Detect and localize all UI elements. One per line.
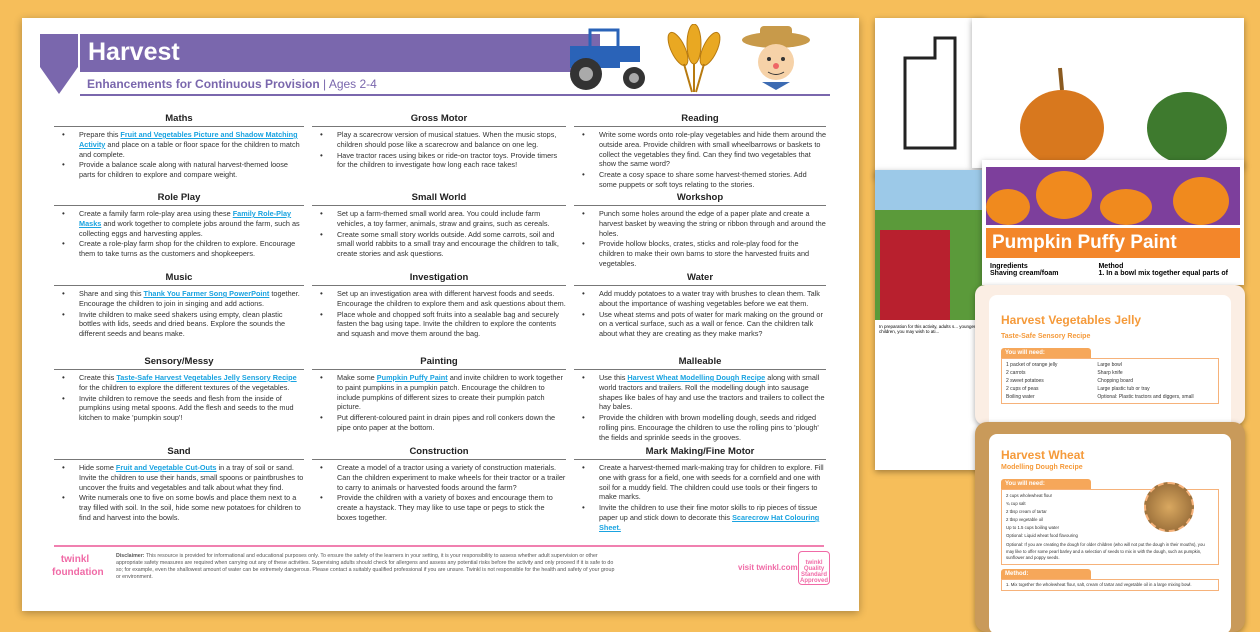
activity-text: Create a model of a tractor using a variety of construction materials. Can the children experiment to make wheels for their tractor or a trailer to carry to animals or harvested foods around the farm? xyxy=(337,463,566,492)
activity-text: along with small world tractors and trailers. Roll the modelling dough into sausage shapes like bales of hay and use the tractors and trailers to collect the hay bales. xyxy=(599,373,825,412)
ingredients-label: Ingredients xyxy=(990,263,1028,270)
activity-text: Provide hollow blocks, crates, sticks and role-play food for the children to make their own barns to store the harvested fruits and vegetables. xyxy=(599,239,810,268)
farm-note: In preparation for this activity, adults s... younger children, you may wish to ati... xyxy=(875,320,985,470)
activity-text: Prepare this xyxy=(79,130,121,139)
title-underline xyxy=(80,94,830,96)
section-heading: Sensory/Messy xyxy=(54,355,304,370)
pumpkin-columns xyxy=(982,261,1244,279)
pumpkin-title: Pumpkin Puffy Paint xyxy=(986,228,1240,258)
wheat-need-label: You will need: xyxy=(1001,479,1091,489)
recipe-item: 2 cups wholewheat flour xyxy=(1006,493,1053,498)
wheat-method-label: Method: xyxy=(1001,569,1091,579)
activity-item xyxy=(320,209,566,229)
activity-text: Create a harvest-themed mark-making tray for children to explore. Fill one with grass for a field, one with seeds for a cornfield and one with soil for a muddy field. The children could use tools or their fingers to make marks. xyxy=(599,463,824,502)
pumpkin-banner xyxy=(986,167,1240,225)
activity-item xyxy=(62,493,304,522)
activity-list xyxy=(312,289,566,339)
wheat-title: Harvest Wheat xyxy=(1001,448,1085,462)
thumb-pumpkin-paint xyxy=(982,160,1244,285)
footer-divider xyxy=(54,545,824,547)
recipe-item: 2 tbsp cream of tartar xyxy=(1006,509,1047,514)
section-heading: Construction xyxy=(312,445,566,460)
section-water xyxy=(574,271,834,355)
activity-text: Create a role-play farm shop for the children to explore. Encourage them to take turns as the customers and shopkeepers. xyxy=(79,239,296,259)
activity-text: in a tray of soil or sand. Invite the children to use their hands, small spoons or paintbrushes to uncover the fruits and vegetables and talk about what they find. xyxy=(79,463,304,492)
ages-label: | Ages 2-4 xyxy=(323,77,377,91)
twinkl-foundation-logo: twinkl foundation xyxy=(52,554,104,578)
section-sensory-messy xyxy=(54,355,312,445)
section-sand xyxy=(54,445,312,540)
section-role-play xyxy=(54,191,312,271)
quality-badge: twinkl Quality Standard Approved xyxy=(798,551,830,585)
activity-item xyxy=(62,239,304,259)
section-heading: Small World xyxy=(312,191,566,206)
recipe-item: Optional: Liquid wheat food flavouring xyxy=(1006,533,1078,538)
activity-text: Invite children to make seed shakers using empty, clean plastic bottles with lids, seeds and dried beans. Explore the sounds the different seeds and beans make. xyxy=(79,309,286,339)
pumpkins-icon xyxy=(986,167,1240,225)
section-malleable xyxy=(574,355,834,445)
activity-list xyxy=(54,463,304,523)
resource-link[interactable]: Harvest Wheat Modelling Dough Recipe xyxy=(627,373,766,382)
resource-link[interactable]: Family Role-Play Masks xyxy=(79,209,292,228)
section-heading: Water xyxy=(574,271,826,286)
thumb-cut-outs xyxy=(972,18,1244,168)
section-heading: Investigation xyxy=(312,271,566,286)
section-maths xyxy=(54,112,312,191)
activity-text: Make some xyxy=(337,373,377,382)
section-heading: Mark Making/Fine Motor xyxy=(574,445,826,460)
activity-list xyxy=(54,289,304,339)
activity-text: Create this xyxy=(79,373,117,382)
activity-grid xyxy=(54,112,834,540)
section-heading: Role Play xyxy=(54,191,304,206)
method-label: Method xyxy=(1098,263,1124,270)
recipe-item: ¾ cup salt xyxy=(1006,501,1026,506)
barn-icon xyxy=(880,230,950,320)
activity-item xyxy=(62,310,304,339)
thumb-scarecrow-hat xyxy=(875,18,985,178)
activity-text: Use wheat stems and pots of water for mark making on the ground or on a vertical surface, such as a wall or fence. Can the children talk about what they are creating as they make marks? xyxy=(599,309,823,339)
activity-text: Hide some xyxy=(79,463,116,472)
activity-item xyxy=(320,289,566,309)
activity-text: Punch some holes around the edge of a paper plate and create a harvest basket by weaving the string or ribbon through and around the holes. xyxy=(599,209,826,238)
activity-text: Invite children to remove the seeds and flesh from the inside of pumpkins using metal spoons. Add the flesh and seeds to the mud kitchen to make 'pumpkin soup'! xyxy=(79,393,294,423)
section-heading: Reading xyxy=(574,112,826,127)
ingredients-first: Shaving cream/foam xyxy=(990,270,1059,277)
recipe-item: Up to 1.5 cups boiling water xyxy=(1006,525,1060,530)
activity-item xyxy=(582,170,826,190)
activity-list xyxy=(574,130,826,190)
activity-text: Use this xyxy=(599,373,628,382)
jelly-need-label: You will need: xyxy=(1001,348,1091,358)
jelly-subtitle: Taste-Safe Sensory Recipe xyxy=(1001,333,1091,340)
activity-item xyxy=(582,209,826,238)
section-heading: Malleable xyxy=(574,355,826,370)
activity-item xyxy=(582,239,826,268)
section-investigation xyxy=(312,271,574,355)
activity-list xyxy=(54,130,304,180)
recipe-item: 2 cups of peas xyxy=(1006,386,1039,392)
recipe-item: Sharp knife xyxy=(1097,370,1123,376)
activity-list xyxy=(574,289,826,339)
thumb-farm xyxy=(875,170,985,470)
activity-text: Set up a farm-themed small world area. You could include farm vehicles, a toy farmer, animals, straw and grains, such as cereals. xyxy=(337,209,550,228)
recipe-item: 2 tbsp vegetable oil xyxy=(1006,517,1044,522)
section-mark-making-fine-motor xyxy=(574,445,834,540)
activity-text: and invite children to work together to paint pumpkins in a pumpkin patch. Encourage the children to include pumpkins of different sizes to create their pumpkin patch picture. xyxy=(337,373,563,412)
resource-link[interactable]: Pumpkin Puffy Paint xyxy=(376,373,448,382)
recipe-item: Chopping board xyxy=(1097,378,1134,384)
wheat-subtitle: Modelling Dough Recipe xyxy=(1001,464,1083,471)
activity-text: Provide the children with a variety of boxes and encourage them to create a haystack. They may like to use tape or pegs to stick the boxes together. xyxy=(337,493,553,522)
activity-text: Provide the children with brown modelling dough, seeds and ridged rolling pins. Encourage the children to use the rolling pins to 'plough' the fields and sprinkle seeds in the grooves. xyxy=(599,413,819,442)
thumb-harvest-wheat xyxy=(975,422,1245,632)
disclaimer-text: This resource is provided for informational and educational purposes only. To ensure the safety of the learners in your setting, it is your responsibility to assess whether adult supervision or other appropriate safety measures are required when carrying out any of these activities. Supervising adults should check for allergens and assess any potential risks before the activity and only proceed if it is safe to do so; for example, even the shallowest amount of water can be extremely dangerous. Please contact a suitably qualified professional if you are unsure. Twinkl is not responsible for the health and safety of your group or environment. xyxy=(116,553,615,580)
activity-text: Provide a balance scale along with natural harvest-themed loose parts for children to explore and compare weight. xyxy=(79,160,288,180)
farm-scene xyxy=(875,170,985,320)
vegetables-icon xyxy=(972,18,1244,168)
wheat-step: 1. Mix together the wholewheat flour, salt, cream of tartar and vegetable oil in a large mixing bowl. xyxy=(1001,579,1219,591)
activity-text: Create a cosy space to share some harvest-themed stories. Add some puppets or soft toys relating to the stories. xyxy=(599,170,807,189)
subtitle-text: Enhancements for Continuous Provision xyxy=(87,77,320,91)
jelly-left xyxy=(1006,361,1057,401)
activity-list xyxy=(312,373,566,433)
activity-item xyxy=(62,160,304,180)
section-heading: Painting xyxy=(312,355,566,370)
activity-list xyxy=(574,373,826,443)
activity-text: together. Encourage the children to join in singing and add actions. xyxy=(79,289,300,308)
activity-item xyxy=(320,230,566,259)
wheat-card xyxy=(989,434,1231,632)
recipe-item: Optional: If you are creating the dough for older children (who will not put the dough in their mouths), you may like to offer some pearl barley and a selection of seeds to mix in with the dough, such as pumpkin, sunflower and poppy seeds. xyxy=(1006,542,1205,560)
activity-list xyxy=(312,130,566,170)
activity-item xyxy=(320,310,566,339)
activity-list xyxy=(54,209,304,259)
resource-link[interactable]: Thank You Farmer Song PowerPoint xyxy=(143,289,270,298)
resource-link[interactable]: Taste-Safe Harvest Vegetables Jelly Sensory Recipe xyxy=(116,373,297,382)
activity-item xyxy=(62,373,304,393)
scarecrow-hat-outline-icon xyxy=(875,18,985,178)
recipe-item: 2 sweet potatoes xyxy=(1006,378,1044,384)
tractor-icon xyxy=(550,24,650,94)
activity-text: and place on a table or floor space for the children to match and complete. xyxy=(79,139,300,159)
visit-link[interactable]: visit twinkl.com xyxy=(738,563,798,572)
section-small-world xyxy=(312,191,574,271)
section-music xyxy=(54,271,312,355)
activity-item xyxy=(582,310,826,339)
recipe-item: Large plastic tub or tray xyxy=(1097,386,1150,392)
thumb-vegetable-jelly xyxy=(975,285,1245,425)
activity-text: Place whole and chopped soft fruits into a sealable bag and securely fasten the bag using tape. Invite the children to explore the contents and squash and move them around the bag. xyxy=(337,309,559,339)
section-workshop xyxy=(574,191,834,271)
page-title: Harvest xyxy=(80,34,600,72)
page-subtitle xyxy=(87,77,377,91)
activity-text: and work together to complete jobs around the farm, such as collecting eggs and harvesting apples. xyxy=(79,218,300,238)
section-heading: Maths xyxy=(54,112,304,127)
activity-list xyxy=(312,209,566,259)
activity-item xyxy=(62,209,304,238)
activity-text: Write numerals one to five on some bowls and place them next to a tray filled with soil. In the soil, hide some new potatoes for children to find and harvest into the bowls. xyxy=(79,493,301,522)
activity-item xyxy=(582,289,826,309)
recipe-item: 1 packet of orange jelly xyxy=(1006,362,1058,368)
activity-list xyxy=(54,373,304,423)
activity-text: Write some words onto role-play vegetables and hide them around the outside area. Provide children with small wheelbarrows or baskets to collect the vegetables they find. Can they find two vegetables that show the same word? xyxy=(599,130,827,169)
section-painting xyxy=(312,355,574,445)
activity-item xyxy=(582,413,826,442)
activity-item xyxy=(62,130,304,159)
activity-text: Share and sing this xyxy=(79,289,144,298)
activity-item xyxy=(320,463,566,492)
activity-text: Have tractor races using bikes or ride-on tractor toys. Provide timers for the children to investigate how long each race takes! xyxy=(337,150,558,170)
wheat-photo xyxy=(1144,482,1194,532)
activity-text: Create a family farm role-play area using these xyxy=(79,209,233,218)
recipe-item: Large bowl xyxy=(1097,362,1122,368)
activity-item xyxy=(62,463,304,492)
activity-text: Create some small story worlds outside. Add some carrots, soil and small world rabbits to a small tray and encourage the children to talk, create stories and ask questions. xyxy=(337,229,559,259)
section-heading: Music xyxy=(54,271,304,286)
section-construction xyxy=(312,445,574,540)
scarecrow-icon xyxy=(740,24,812,96)
activity-list xyxy=(574,463,826,533)
jelly-right xyxy=(1097,361,1193,401)
activity-text: Put different-coloured paint in drain pipes and roll conkers down the pipe onto paper at the bottom. xyxy=(337,413,556,432)
activity-item xyxy=(582,503,826,532)
activity-item xyxy=(62,289,304,309)
activity-list xyxy=(312,463,566,523)
section-heading: Workshop xyxy=(574,191,826,206)
resource-link[interactable]: Fruit and Vegetables Picture and Shadow Matching Activity xyxy=(79,130,298,149)
wheat-icon xyxy=(658,24,730,94)
activity-item xyxy=(320,151,566,171)
disclaimer xyxy=(116,553,616,581)
activity-text: Set up an investigation area with different harvest foods and seeds. Encourage the children to explore them and ask questions about them. xyxy=(337,289,566,308)
activity-item xyxy=(320,373,566,412)
activity-text: Invite the children to use their fine motor skills to rip pieces of tissue paper up and stick down to decorate this xyxy=(599,503,818,522)
activity-text: Add muddy potatoes to a water tray with brushes to clean them. Talk about the importance of washing vegetables before we eat them. xyxy=(599,289,820,308)
section-reading xyxy=(574,112,834,191)
resource-link[interactable]: Scarecrow Hat Colouring Sheet. xyxy=(599,512,820,532)
resource-page xyxy=(22,18,859,611)
recipe-item: Optional: Plastic tractors and diggers, small xyxy=(1097,394,1194,400)
bookmark-tag xyxy=(40,34,78,94)
jelly-card xyxy=(989,295,1231,425)
jelly-list xyxy=(1001,358,1219,404)
activity-item xyxy=(62,394,304,423)
activity-item xyxy=(582,130,826,169)
recipe-item: 2 carrots xyxy=(1006,370,1026,376)
jelly-title: Harvest Vegetables Jelly xyxy=(1001,313,1142,327)
section-gross-motor xyxy=(312,112,574,191)
disclaimer-label: Disclaimer: xyxy=(116,553,145,559)
section-heading: Gross Motor xyxy=(312,112,566,127)
recipe-item: Boiling water xyxy=(1006,394,1035,400)
method-first: 1. In a bowl mix together equal parts of xyxy=(1098,270,1228,277)
resource-link[interactable]: Fruit and Vegetable Cut-Outs xyxy=(115,463,217,472)
activity-item xyxy=(320,130,566,150)
activity-text: Play a scarecrow version of musical statues. When the music stops, children should pose like a scarecrow and balance on one leg. xyxy=(337,130,557,149)
activity-list xyxy=(574,209,826,269)
activity-text: for the children to explore the different textures of the vegetables. xyxy=(79,382,290,392)
activity-item xyxy=(320,493,566,522)
activity-item xyxy=(582,373,826,412)
activity-item xyxy=(320,413,566,433)
section-heading: Sand xyxy=(54,445,304,460)
activity-item xyxy=(582,463,826,502)
